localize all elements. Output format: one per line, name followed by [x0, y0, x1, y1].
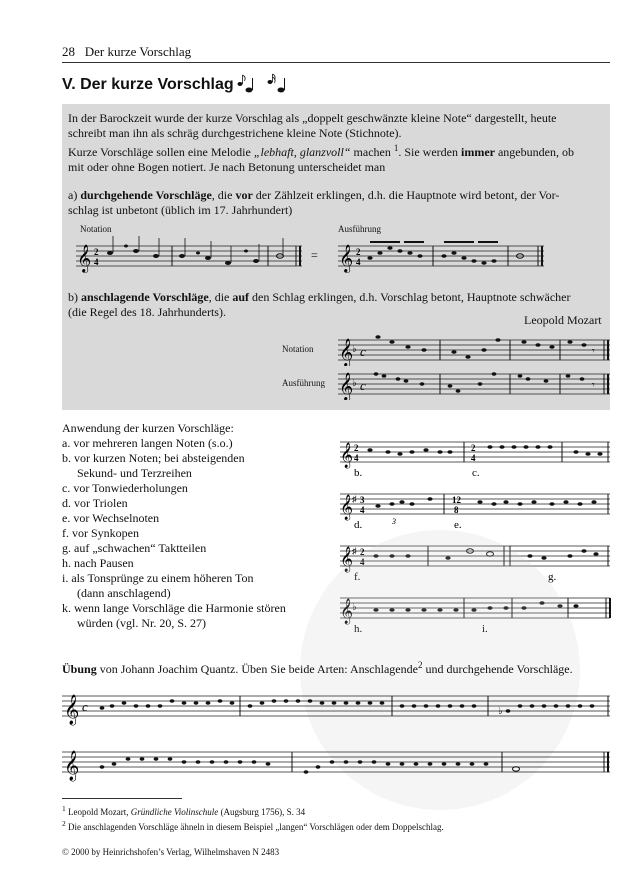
section-b-text: b) anschlagende Vorschläge, die auf den Schlag erklingen, d.h. Vorschlag betont, Hauptnote schwächer (die Regel des 18. Jahrhunderts).	[68, 290, 571, 319]
svg-text:♭: ♭	[498, 706, 503, 717]
uses-list	[62, 421, 332, 631]
footnotes	[62, 803, 622, 833]
list-item: d. vor Triolen	[62, 496, 128, 510]
list-item: würden (vgl. Nr. 20, S. 27)	[77, 616, 206, 630]
label-notation-b: Notation	[282, 344, 314, 354]
grace-note-symbol-1	[238, 75, 253, 93]
running-header	[62, 44, 191, 60]
footnote-2: $^2$ Die anschlagenden Vorschläge ähneln in diesem Beispiel „langen“ Vorschlägen oder dem Doppelschlag.	[62, 819, 444, 832]
list-item: f. vor Synkopen	[62, 526, 139, 540]
example-label-b: b.	[354, 467, 363, 479]
exercise-staves	[62, 680, 610, 790]
svg-text:♭: ♭	[352, 344, 357, 355]
svg-text:4: 4	[360, 505, 365, 515]
example-label-d: d.	[354, 519, 363, 531]
list-item: c. vor Tonwiederholungen	[62, 481, 188, 495]
list-item: (dann anschlagend)	[77, 586, 171, 600]
list-item: Sekund- und Terzreihen	[77, 466, 192, 480]
intro-text: In der Barockzeit wurde der kurze Vorschlag als „doppelt geschwänzte kleine Note“ dargestellt, heute schreibt man ihn als schräg durchgestrichene kleine Note (Stichnote). Kurze Vorschläge sollen eine Melodie „lebhaft, glanzvoll“ machen $^1$. Sie werden immer angebunden, ob mit oder ohne Bogen notiert. Je nach Betonung unterscheidet man	[68, 111, 574, 174]
svg-text:𝄞: 𝄞	[340, 494, 354, 519]
svg-text:♭: ♭	[352, 602, 357, 613]
svg-text:2: 2	[356, 247, 361, 257]
svg-text:2: 2	[354, 443, 359, 453]
label-notation-a: Notation	[80, 224, 112, 234]
example-label-f: f.	[354, 571, 361, 583]
svg-text:c: c	[82, 699, 88, 714]
list-item: g. auf „schwachen“ Taktteilen	[62, 541, 207, 555]
triplet-mark: 3	[392, 517, 396, 526]
list-item: a. vor mehreren langen Noten (s.o.)	[62, 436, 233, 450]
list-item: h. nach Pausen	[62, 556, 134, 570]
header-rule	[62, 62, 610, 63]
exercise-staff-2	[62, 750, 610, 782]
svg-text:2: 2	[471, 443, 476, 453]
treble-clef: 𝄞	[77, 246, 92, 272]
example-label-g: g.	[548, 571, 557, 583]
copyright: © 2000 by Heinrichshofen’s Verlag, Wilhelmshaven N 2483	[62, 847, 280, 857]
svg-text:𝄾: 𝄾	[592, 346, 595, 357]
grace-note-symbol-2	[268, 74, 285, 93]
exercise-heading: Übung von Johann Joachim Quantz. Üben Sie beide Arten: Anschlagende$^2$ und durchgehende Vorschläge.	[62, 660, 573, 676]
svg-text:4: 4	[360, 557, 365, 567]
svg-text:3: 3	[360, 495, 365, 505]
example-staff-de	[340, 494, 610, 531]
treble-clef: 𝄞	[339, 340, 354, 366]
svg-text:𝄞: 𝄞	[340, 546, 354, 571]
staff-a-notation	[76, 236, 302, 276]
example-label-i: i.	[482, 623, 488, 635]
svg-text:c: c	[360, 378, 366, 393]
treble-clef: 𝄞	[339, 374, 354, 400]
svg-text:♭: ♭	[352, 378, 357, 389]
svg-text:4: 4	[354, 453, 359, 463]
svg-text:4: 4	[471, 453, 476, 463]
svg-text:♯: ♯	[352, 546, 357, 556]
footnote-rule	[62, 798, 182, 799]
svg-text:2: 2	[360, 547, 365, 557]
label-ausfuehrung-b: Ausführung	[282, 378, 325, 388]
label-ausfuehrung-a: Ausführung	[338, 224, 381, 234]
svg-text:𝄞: 𝄞	[64, 751, 80, 780]
svg-text:𝄾: 𝄾	[592, 380, 595, 391]
running-title: Der kurze Vorschlag	[84, 44, 192, 59]
svg-text:12: 12	[452, 495, 461, 505]
svg-text:8: 8	[454, 505, 459, 515]
example-label-h: h.	[354, 623, 363, 635]
svg-text:4: 4	[94, 257, 99, 267]
svg-text:𝄞: 𝄞	[340, 442, 354, 467]
example-staff-bc	[340, 442, 610, 479]
example-label-e: e.	[454, 519, 462, 531]
svg-text:𝄞: 𝄞	[340, 598, 354, 623]
list-item: k. wenn lange Vorschläge die Harmonie stören	[62, 601, 286, 615]
svg-text:c: c	[360, 344, 366, 359]
svg-text:2: 2	[94, 247, 99, 257]
svg-text:♯: ♯	[352, 494, 357, 504]
page-number: 28	[62, 44, 75, 59]
svg-text:𝄞: 𝄞	[64, 695, 80, 724]
svg-text:4: 4	[356, 257, 361, 267]
list-item: b. vor kurzen Noten; bei absteigenden	[62, 451, 245, 465]
staff-b-execution	[338, 364, 610, 400]
grace-note-symbols	[234, 72, 294, 96]
chapter-title: V. Der kurze Vorschlag	[62, 76, 234, 93]
footnote-1: $^1$ Leopold Mozart, Gründliche Violinschule (Augsburg 1756), S. 34	[62, 804, 306, 817]
example-label-c: c.	[472, 467, 480, 479]
equals-sign: =	[311, 248, 318, 262]
staff-b-notation	[338, 330, 610, 366]
list-item: i. als Tonsprünge zu einem höheren Ton	[62, 571, 254, 585]
list-item: e. vor Wechselnoten	[62, 511, 160, 525]
uses-heading: Anwendung der kurzen Vorschläge:	[62, 421, 234, 435]
exercise-staff-1	[62, 694, 610, 726]
treble-clef: 𝄞	[339, 246, 354, 272]
composer-name: Leopold Mozart	[524, 313, 602, 327]
section-a-text: a) durchgehende Vorschläge, die vor der Zählzeit erklingen, d.h. die Hauptnote wird betont, der Vor- schlag ist unbetont (üblich im 17. Jahrhundert)	[68, 188, 560, 217]
staff-a-execution	[338, 236, 544, 276]
